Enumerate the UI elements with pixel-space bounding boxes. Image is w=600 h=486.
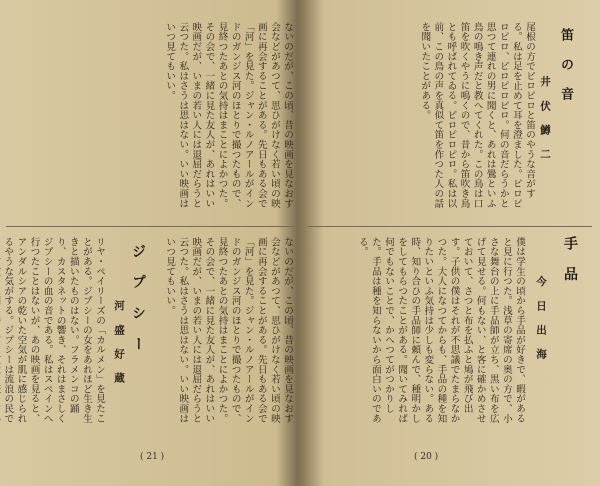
left-top-essay-text	[6, 22, 294, 217]
right-top-section-author: 井 伏 鱒 二	[539, 76, 551, 164]
right-bottom-essay-text	[308, 237, 526, 427]
right-top-section-title: 笛 の 音	[558, 28, 573, 107]
left-page-number: ( 21 )	[140, 452, 165, 462]
left-bottom-essay-text-b	[150, 237, 294, 427]
left-bottom-essay-body: リヤ・ペイリーズの「カルメン」を見たことがある。ジプシーの女をあれほど生き生きと描いたものはない。フラメンコの踊り、カスタネットの響き、それはまさしくジプシーの血の音である。私はスペインへ行つたことはないが、あの映画を見ると、アンダルシアの乾いた空気が肌に感じられるやうな気がする。ジプシーは流浪の民で	[2, 237, 105, 424]
left-bottom-essay-text-a	[2, 237, 106, 427]
left-section-title: ジ プ シ ー	[130, 244, 146, 357]
right-bottom-essay-body: 僕は学生の頃から手品が好きで、暇があると見に行つた。浅草の寄席の奥の方で、小さな舞台の上に手品師が立ち、黒い布を広げて見せる。何もない、と客に確かめさせておいて、さつと布を払ふと鳩が飛び出す。子供の僕はそれが不思議でたまらなかつた。大人になつてからも、手品の種を知りたいといふ気持は少しも変らない。ある時、知り合ひの手品師に頼んで、種明かしをしてもらつたことがある。聞いてみれば何でもないことで、かへつてがつかりした。手品は種を知らないから面白いのである。	[356, 237, 525, 424]
left-top-essay-body: ないのだが、この頃、昔の映画を見なおす会などがあつて、思ひがけなく若い頃の映画に再会することがある。先日もある会で「河」を見た。ジャン・ルノアールがインドのガンジス河のほとりで撮つたもので、見終つたあとの気持はまことによかつた。その会で、一緒に見た友人が、あれはいい映画だが、いまの若い人には退屈だらうと云つた。私はさうは思はない。いい映画はいつ見てもいい。	[164, 22, 293, 209]
right-page	[302, 0, 600, 486]
right-top-essay-body: 尾根の方でピロピロと笛のやうな音がする。私は足を止めて耳を澄ました。ピロピロピロ、ピロピロピロ。何の音だらうかと思つて連れの男に聞くと、あれは鷽といふ鳥の鳴き声だと教へてくれた。この鳥は口笛を吹くやうに鳴くので、昔から笛吹き鳥とも呼ばれてゐる。ピロピロピロ。私は以前、この鳥の声を真似て笛を作つた人の話を聞いたことがある。	[419, 22, 535, 209]
right-bottom-section-title: 手 品	[562, 236, 578, 287]
right-page-divider	[308, 226, 592, 227]
left-section-author: 河 盛 好 蔵	[113, 300, 125, 388]
right-bottom-section-author: 今 日 出 海	[535, 276, 547, 364]
left-page	[0, 0, 298, 486]
right-top-essay-text	[308, 22, 536, 217]
right-page-number: ( 20 )	[414, 452, 439, 462]
left-bottom-essay-body-cont: ないのだが、この頃、昔の映画を見なおす会などがあつて、思ひがけなく若い頃の映画に再会することがある。先日もある会で「河」を見た。ジャン・ルノアールがインドのガンジス河のほとりで撮つたもので、見終つたあとの気持はまことによかつた。その会で、一緒に見た友人が、あれはいい映画だが、いまの若い人には退屈だらうと云つた。私はさうは思はない。いい映画はいつ見てもいい。	[164, 237, 293, 424]
left-page-divider	[6, 226, 294, 227]
